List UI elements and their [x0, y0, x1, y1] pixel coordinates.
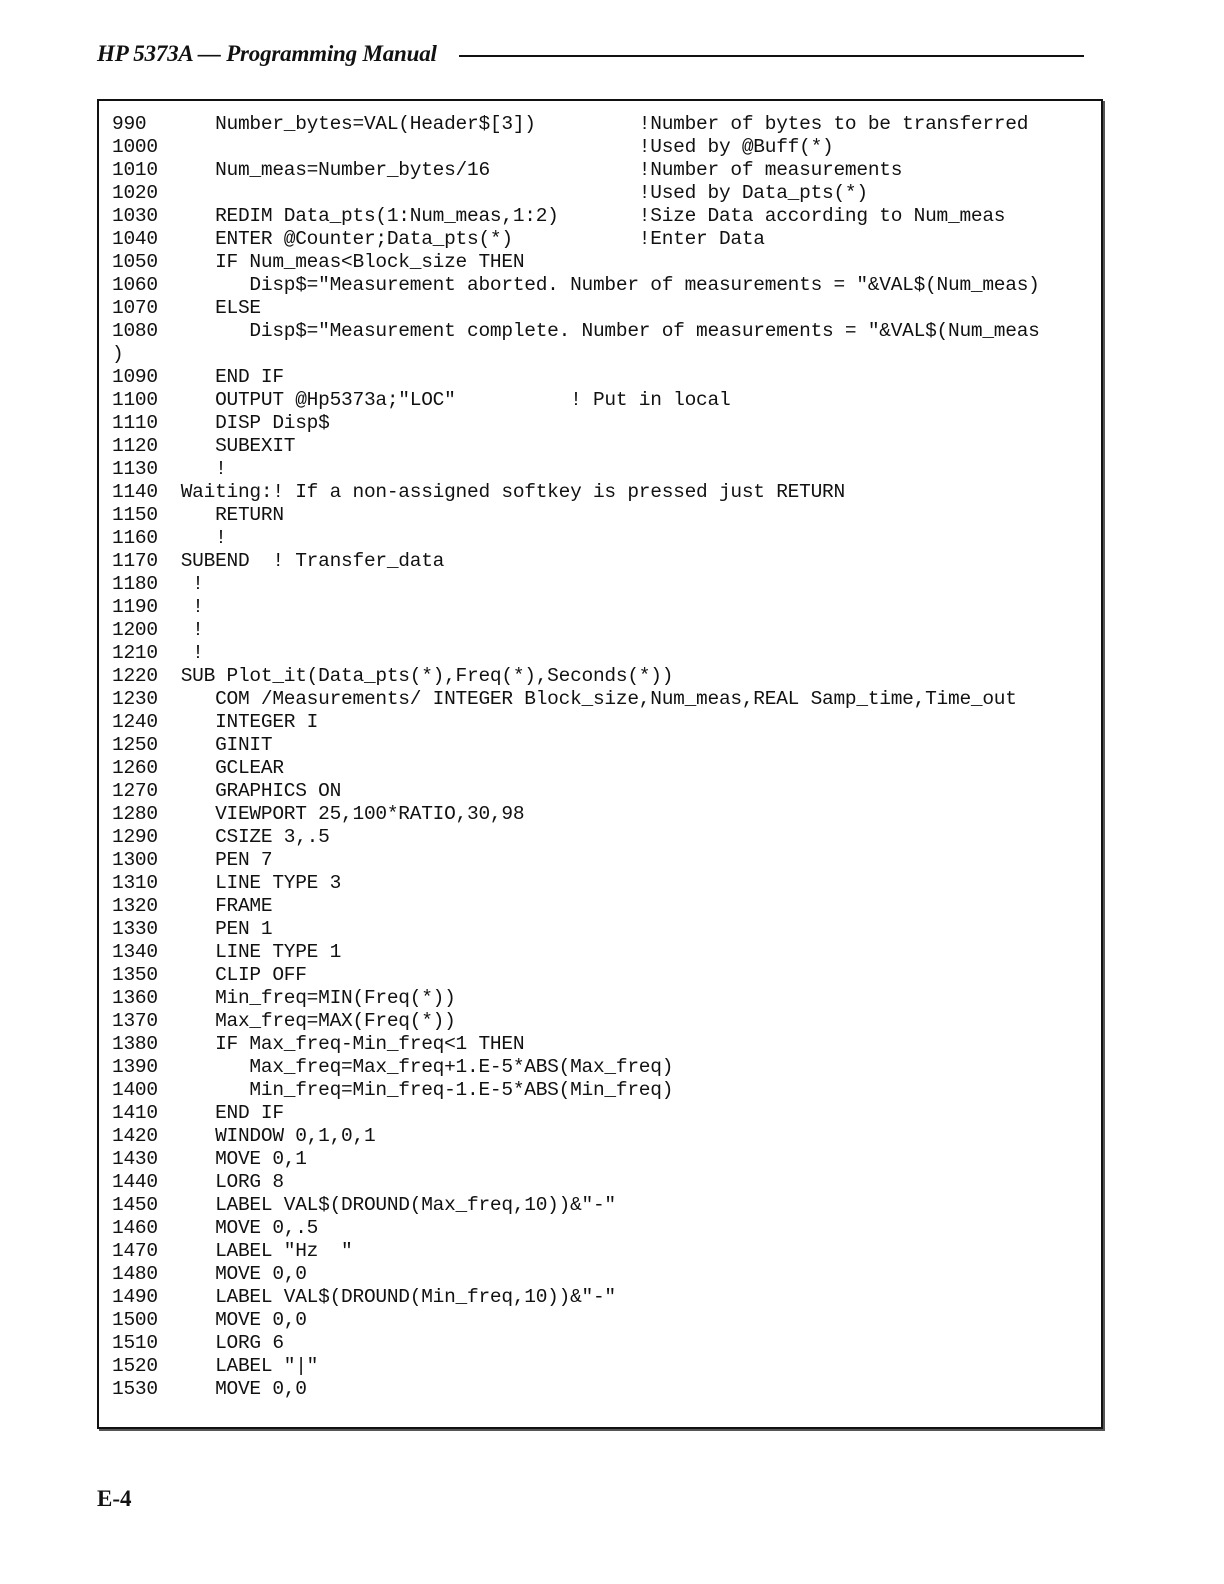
code-line: 1330 PEN 1	[112, 918, 273, 940]
page-number: E-4	[97, 1486, 132, 1511]
code-line: 1230 COM /Measurements/ INTEGER Block_size,Num_meas,REAL Samp_time,Time_out	[112, 688, 1017, 710]
code-listing	[112, 113, 1097, 1401]
page-header	[97, 36, 1084, 72]
code-line: 1030 REDIM Data_pts(1:Num_meas,1:2) !Size Data according to Num_meas	[112, 205, 1006, 227]
code-line: 1020 !Used by Data_pts(*)	[112, 182, 868, 204]
code-line: 1410 END IF	[112, 1102, 284, 1124]
code-line: 1360 Min_freq=MIN(Freq(*))	[112, 987, 456, 1009]
code-line: 1350 CLIP OFF	[112, 964, 307, 986]
code-line: 1310 LINE TYPE 3	[112, 872, 342, 894]
code-line: 1420 WINDOW 0,1,0,1	[112, 1125, 376, 1147]
code-line: )	[112, 343, 124, 365]
code-line: 1140 Waiting:! If a non-assigned softkey is pressed just RETURN	[112, 481, 845, 503]
code-line: 1240 INTEGER I	[112, 711, 319, 733]
code-line: 1450 LABEL VAL$(DROUND(Max_freq,10))&"-"	[112, 1194, 616, 1216]
code-line: 1290 CSIZE 3,.5	[112, 826, 330, 848]
code-line: 990 Number_bytes=VAL(Header$[3]) !Number of bytes to be transferred	[112, 113, 1029, 135]
code-line: 1260 GCLEAR	[112, 757, 284, 779]
code-line: 1130 !	[112, 458, 227, 480]
code-line: 1090 END IF	[112, 366, 284, 388]
code-line: 1110 DISP Disp$	[112, 412, 330, 434]
code-line: 1080 Disp$="Measurement complete. Number of measurements = "&VAL$(Num_meas	[112, 320, 1040, 342]
code-line: 1400 Min_freq=Min_freq-1.E-5*ABS(Min_freq)	[112, 1079, 674, 1101]
code-line: 1270 GRAPHICS ON	[112, 780, 342, 802]
code-line: 1200 !	[112, 619, 204, 641]
code-line: 1250 GINIT	[112, 734, 273, 756]
code-line: 1530 MOVE 0,0	[112, 1378, 307, 1400]
code-line: 1520 LABEL "|"	[112, 1355, 319, 1377]
code-line: 1300 PEN 7	[112, 849, 273, 871]
code-line: 1100 OUTPUT @Hp5373a;"LOC" ! Put in local	[112, 389, 731, 411]
code-line: 1160 !	[112, 527, 227, 549]
code-line: 1370 Max_freq=MAX(Freq(*))	[112, 1010, 456, 1032]
code-line: 1480 MOVE 0,0	[112, 1263, 307, 1285]
code-line: 1460 MOVE 0,.5	[112, 1217, 319, 1239]
code-line: 1120 SUBEXIT	[112, 435, 296, 457]
code-line: 1150 RETURN	[112, 504, 284, 526]
code-line: 1430 MOVE 0,1	[112, 1148, 307, 1170]
code-line: 1490 LABEL VAL$(DROUND(Min_freq,10))&"-"	[112, 1286, 616, 1308]
code-line: 1070 ELSE	[112, 297, 261, 319]
code-line: 1040 ENTER @Counter;Data_pts(*) !Enter Data	[112, 228, 765, 250]
code-line: 1170 SUBEND ! Transfer_data	[112, 550, 445, 572]
code-line: 1320 FRAME	[112, 895, 273, 917]
code-line: 1190 !	[112, 596, 204, 618]
code-line: 1000 !Used by @Buff(*)	[112, 136, 834, 158]
code-line: 1390 Max_freq=Max_freq+1.E-5*ABS(Max_freq)	[112, 1056, 674, 1078]
code-line: 1180 !	[112, 573, 204, 595]
code-line: 1470 LABEL "Hz "	[112, 1240, 353, 1262]
code-line: 1210 !	[112, 642, 204, 664]
code-line: 1510 LORG 6	[112, 1332, 284, 1354]
code-line: 1440 LORG 8	[112, 1171, 284, 1193]
code-line: 1220 SUB Plot_it(Data_pts(*),Freq(*),Seconds(*))	[112, 665, 674, 687]
code-line: 1500 MOVE 0,0	[112, 1309, 307, 1331]
code-line: 1380 IF Max_freq-Min_freq<1 THEN	[112, 1033, 525, 1055]
code-line: 1050 IF Num_meas<Block_size THEN	[112, 251, 525, 273]
code-listing-box	[97, 99, 1103, 1429]
header-rule	[459, 55, 1084, 57]
code-line: 1010 Num_meas=Number_bytes/16 !Number of measurements	[112, 159, 903, 181]
code-line: 1340 LINE TYPE 1	[112, 941, 342, 963]
code-line: 1280 VIEWPORT 25,100*RATIO,30,98	[112, 803, 525, 825]
manual-title: HP 5373A — Programming Manual	[97, 41, 437, 66]
code-line: 1060 Disp$="Measurement aborted. Number of measurements = "&VAL$(Num_meas)	[112, 274, 1040, 296]
